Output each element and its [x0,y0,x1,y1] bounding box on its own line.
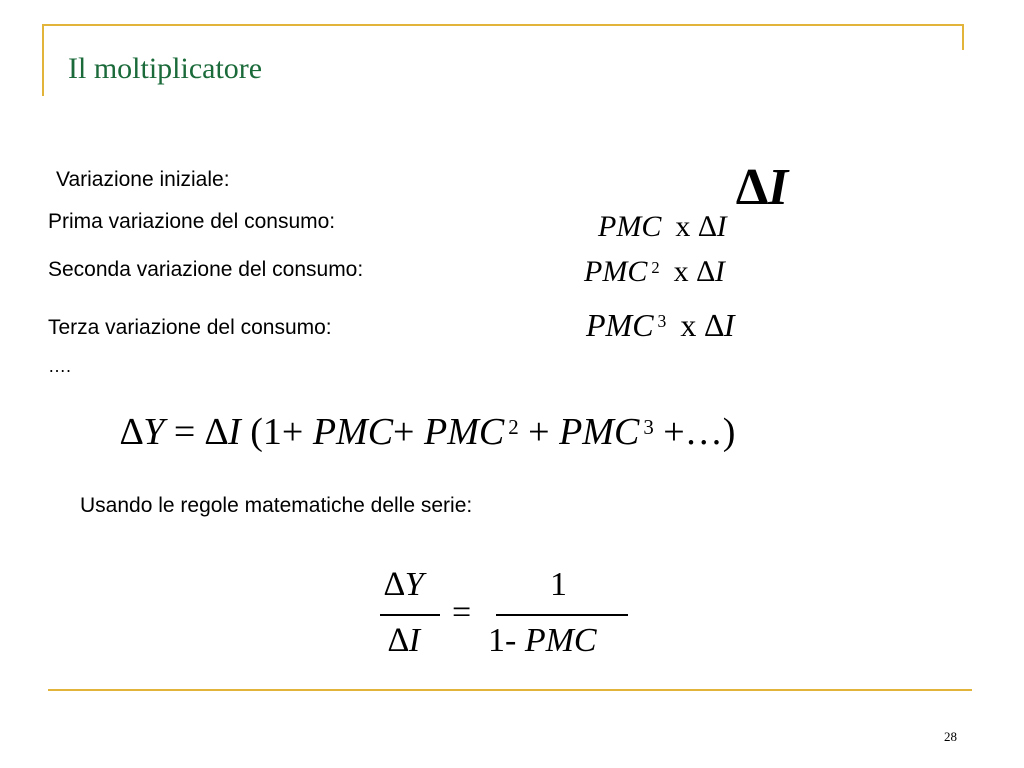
formula-third-delta: ∆I [704,307,735,343]
formula-series-sum [120,410,735,454]
fraction-den-one: 1 [488,622,505,659]
formula-second-exponent: 2 [651,257,660,277]
sum-eq: = [173,411,196,453]
sum-term-2: PMC [423,411,505,453]
label-series-rule: Usando le regole matematiche delle serie: [80,494,473,517]
sum-plus-4: + [663,411,685,453]
formula-third-times: x [680,307,697,343]
formula-second [584,255,725,289]
fraction-numerator-right: 1 [550,566,567,603]
label-third-variation: Terza variazione del consumo: [48,316,332,339]
frame-right-bar [962,24,964,50]
sum-delta-i: ∆I [204,411,241,453]
formula-second-pmc: PMC [584,255,648,288]
label-ellipsis: …. [48,356,72,376]
formula-third-exponent: 3 [657,311,667,332]
sum-plus-2: + [393,411,415,453]
sum-open: (1 [250,411,282,453]
formula-initial: ∆I [736,159,789,216]
page-number: 28 [944,729,957,744]
formula-second-delta: ∆I [696,255,725,288]
sum-plus-1: + [281,411,304,453]
fraction-bar-left [380,614,440,616]
sum-tail: …) [684,411,736,453]
fraction-numerator-left: ∆Y [384,566,424,603]
sum-exponent-3: 3 [643,414,654,439]
frame-left-bar [42,24,44,96]
slide-title: Il moltiplicatore [68,52,263,85]
formula-multiplier-fraction [380,560,640,670]
sum-plus-3: + [528,411,550,453]
formula-third [586,307,735,344]
formula-first-pmc: PMC [598,210,662,243]
sum-term-1: PMC [312,411,394,453]
formula-first [598,210,727,244]
formula-first-delta: ∆I [698,210,727,243]
sum-lhs: ∆Y [120,411,165,453]
label-first-variation: Prima variazione del consumo: [48,210,336,233]
fraction-equals: = [452,594,472,631]
fraction-denominator-right [488,622,597,660]
sum-term-3: PMC [559,411,640,453]
frame-top-line [42,24,964,26]
fraction-den-pmc: PMC [524,622,597,659]
fraction-den-minus: - [505,622,517,659]
formula-second-times: x [673,255,689,288]
fraction-denominator-left: ∆I [388,622,421,659]
label-second-variation: Seconda variazione del consumo: [48,258,364,281]
sum-exponent-2: 2 [508,414,519,439]
frame-bottom-line [48,689,972,691]
formula-first-times: x [675,210,691,243]
label-initial-variation: Variazione iniziale: [56,168,230,191]
fraction-bar-right [496,614,628,616]
formula-third-pmc: PMC [586,307,654,343]
